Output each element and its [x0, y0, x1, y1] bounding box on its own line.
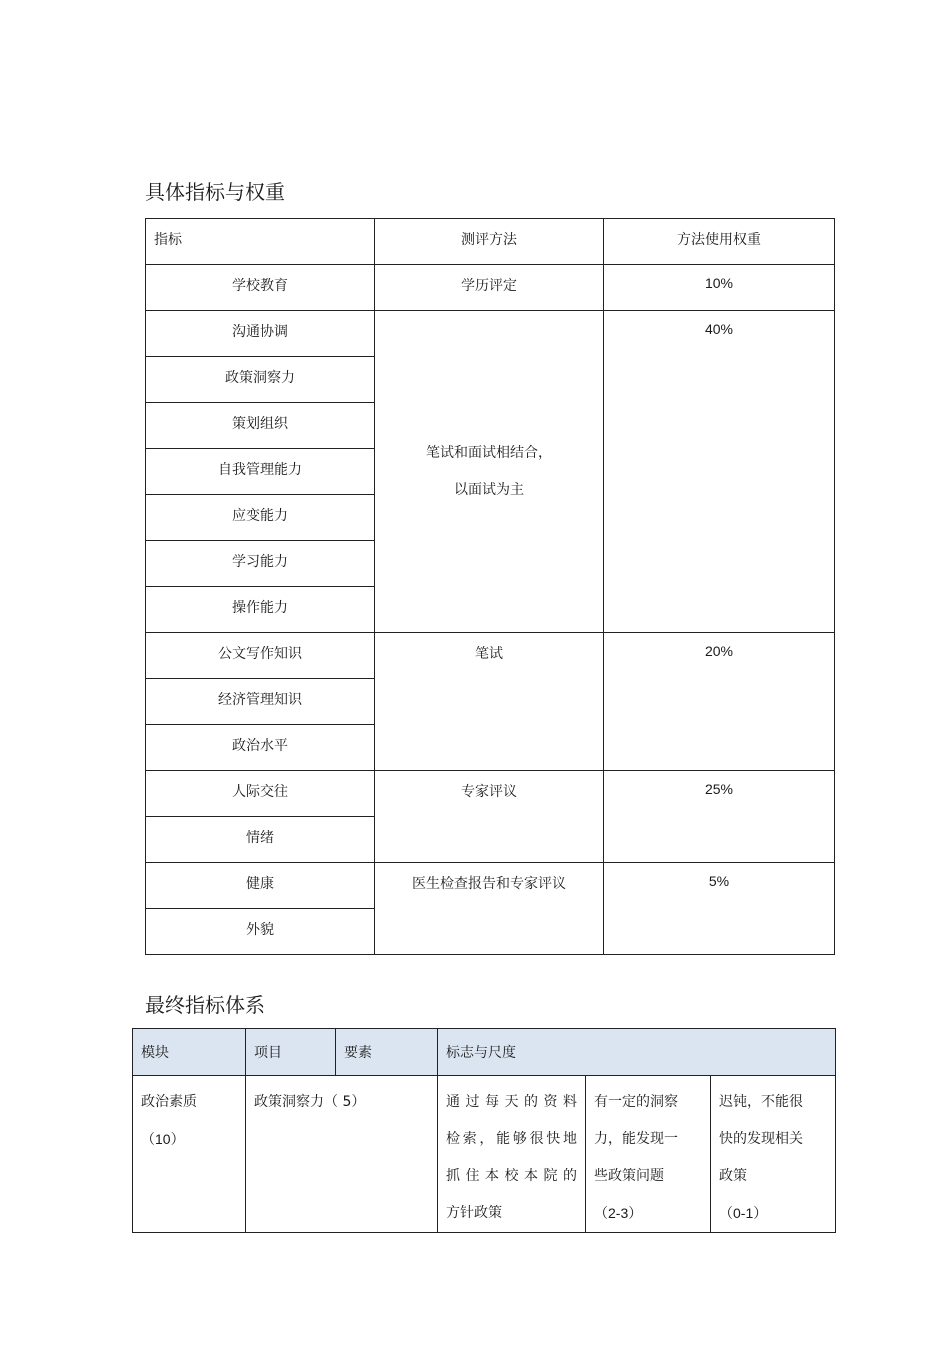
criteria-line: 抓 住 本 校 本 院 的 [446, 1168, 577, 1184]
method-cell [375, 311, 604, 633]
header-item: 项目 [246, 1029, 336, 1076]
header-indicator: 指标 [146, 219, 375, 265]
method-cell: 笔试 [375, 633, 604, 771]
criteria-level-1 [438, 1076, 586, 1233]
indicator-cell: 经济管理知识 [146, 679, 375, 725]
criteria-score: （0-1） [719, 1205, 768, 1221]
section-title-final: 最终指标体系 [145, 993, 265, 1017]
header-weight: 方法使用权重 [604, 219, 835, 265]
method-line: 笔试和面试相结合， [426, 444, 552, 461]
indicator-cell: 操作能力 [146, 587, 375, 633]
method-cell: 专家评议 [375, 771, 604, 863]
header-module: 模块 [133, 1029, 246, 1076]
indicator-cell: 情绪 [146, 817, 375, 863]
criteria-line: 些政策问题 [594, 1168, 664, 1184]
weight-cell: 10% [604, 265, 835, 311]
method-cell: 医生检查报告和专家评议 [375, 863, 604, 955]
indicator-cell: 外貌 [146, 909, 375, 955]
indicator-cell: 健康 [146, 863, 375, 909]
weights-table [145, 218, 835, 955]
criteria-line: 检索，能够很快地 [446, 1131, 577, 1147]
module-name: 政治素质 [141, 1094, 197, 1110]
criteria-line: 迟钝，不能很 [719, 1094, 803, 1110]
item-name: 政策洞察力（ 5） [254, 1094, 366, 1110]
criteria-line: 有一定的洞察 [594, 1094, 678, 1110]
section-title-weights: 具体指标与权重 [145, 180, 285, 204]
criteria-line: 方针政策 [446, 1205, 502, 1221]
indicator-cell: 学校教育 [146, 265, 375, 311]
indicator-cell: 沟通协调 [146, 311, 375, 357]
indicator-cell: 公文写作知识 [146, 633, 375, 679]
criteria-line: 快的发现相关 [719, 1131, 803, 1147]
weight-cell: 20% [604, 633, 835, 771]
criteria-level-2 [586, 1076, 711, 1233]
criteria-score: （2-3） [594, 1205, 643, 1221]
indicator-cell: 政策洞察力 [146, 357, 375, 403]
criteria-line: 政策 [719, 1168, 747, 1184]
method-line: 以面试为主 [454, 481, 524, 498]
module-score: （10） [141, 1131, 185, 1147]
weight-cell: 25% [604, 771, 835, 863]
method-cell: 学历评定 [375, 265, 604, 311]
indicator-cell: 策划组织 [146, 403, 375, 449]
header-method: 测评方法 [375, 219, 604, 265]
weight-cell: 40% [604, 311, 835, 633]
indicator-cell: 自我管理能力 [146, 449, 375, 495]
final-indicator-table [132, 1028, 836, 1233]
criteria-line: 通 过 每 天 的 资 料 [446, 1094, 577, 1110]
module-cell [133, 1076, 246, 1233]
indicator-cell: 应变能力 [146, 495, 375, 541]
weight-cell: 5% [604, 863, 835, 955]
indicator-cell: 学习能力 [146, 541, 375, 587]
criteria-line: 力，能发现一 [594, 1131, 678, 1147]
header-element: 要素 [336, 1029, 438, 1076]
criteria-level-3 [711, 1076, 836, 1233]
item-cell [246, 1076, 438, 1233]
indicator-cell: 政治水平 [146, 725, 375, 771]
indicator-cell: 人际交往 [146, 771, 375, 817]
header-criteria: 标志与尺度 [438, 1029, 836, 1076]
